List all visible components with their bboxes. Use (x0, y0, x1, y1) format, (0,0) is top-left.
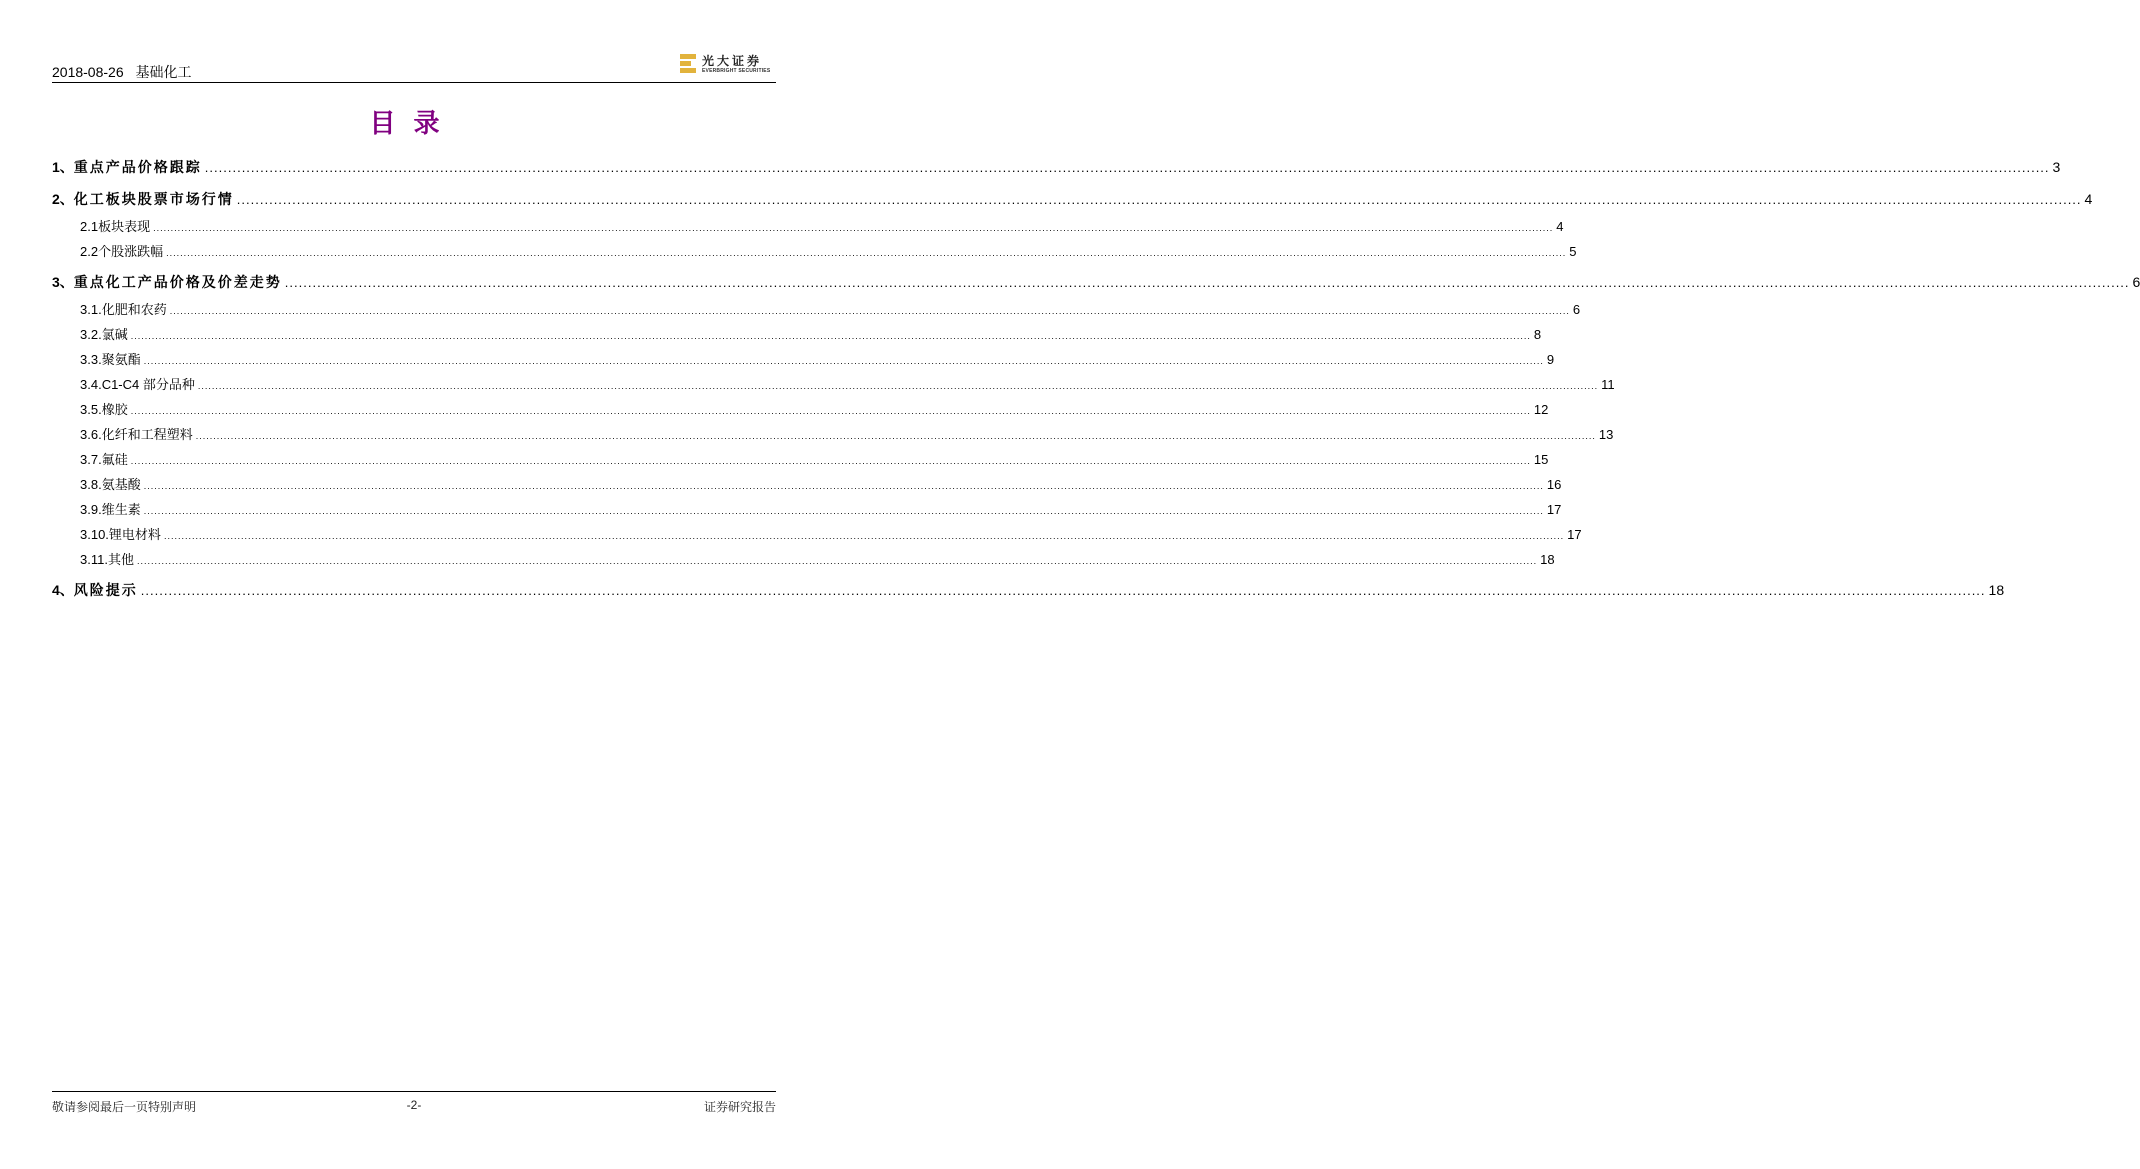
toc-entry-page: 6 (1572, 302, 1581, 317)
toc-entry-page: 3 (2052, 159, 2061, 175)
footer-disclaimer: 敬请参阅最后一页特别声明 (52, 1100, 197, 1114)
toc-entry-number: 4、 (52, 582, 74, 598)
toc-entry[interactable] (52, 157, 2061, 177)
toc-leader-dots: ................................................................................................................................................................................................................................................................................................................................................................................................................ (153, 223, 1554, 233)
toc-entry-label: 重点产品价格跟踪 (73, 159, 202, 175)
industry-name: 基础化工 (135, 64, 192, 80)
logo-english-text: EVERBRIGHT SECURITIES (702, 68, 771, 74)
toc-entry-page: 18 (1540, 552, 1555, 567)
toc-entry-page: 4 (1556, 219, 1564, 234)
toc-leader-dots: ................................................................................................................................................................................................................................................................................................................................................................................................................ (195, 431, 1596, 441)
toc-entry-page: 8 (1533, 327, 1542, 342)
toc-entry-page: 11 (1601, 377, 1615, 392)
toc-entry[interactable] (52, 299, 1581, 318)
toc-entry[interactable] (52, 449, 1549, 468)
toc-entry[interactable] (52, 424, 1614, 443)
toc-entry-label: 重点化工产品价格及价差走势 (73, 274, 282, 290)
toc-entry[interactable] (52, 374, 1615, 393)
toc-entry-number: 3.4. (80, 377, 102, 392)
toc-entry[interactable] (52, 474, 1562, 493)
toc-entry-page: 17 (1546, 502, 1562, 517)
toc-leader-dots: ................................................................................................................................................................................................................................................................................................................................................................................................................ (236, 192, 2082, 207)
toc-entry-number: 3.11. (80, 552, 108, 567)
toc-leader-dots: ................................................................................................................................................................................................................................................................................................................................................................................................................ (143, 356, 1544, 366)
toc-entry-number: 3.1. (80, 302, 102, 317)
toc-entry-label: 板块表现 (98, 219, 151, 234)
toc-entry-page: 6 (2132, 274, 2140, 290)
toc-leader-dots: ................................................................................................................................................................................................................................................................................................................................................................................................................ (163, 531, 1565, 541)
page-footer (52, 1091, 776, 1118)
toc-leader-dots: ................................................................................................................................................................................................................................................................................................................................................................................................................ (166, 248, 1567, 258)
report-date: 2018-08-26 (52, 64, 124, 80)
toc-entry[interactable] (52, 324, 1542, 343)
toc-title: 目录 (369, 109, 458, 139)
toc-entry[interactable] (52, 189, 2093, 209)
toc-entry-number: 3、 (52, 274, 74, 290)
toc-entry-label: 氯碱 (101, 327, 128, 342)
toc-entry[interactable] (52, 241, 1577, 260)
toc-entry-number: 1、 (52, 159, 74, 175)
toc-leader-dots: ................................................................................................................................................................................................................................................................................................................................................................................................................ (130, 456, 1531, 466)
toc-entry[interactable] (52, 499, 1562, 518)
page-header (52, 52, 776, 83)
toc-entry-page: 18 (1988, 582, 2005, 598)
toc-entry-label: 聚氨酯 (101, 352, 141, 367)
toc-entry-label: 个股涨跌幅 (98, 244, 164, 259)
toc-leader-dots: ................................................................................................................................................................................................................................................................................................................................................................................................................ (130, 331, 1531, 341)
toc-entry-number: 3.10. (80, 527, 109, 542)
page-number: -2- (406, 1098, 422, 1112)
toc-entry-label: 锂电材料 (108, 527, 161, 542)
toc-entry-number: 3.9. (80, 502, 102, 517)
toc-entry-number: 2.2 (80, 244, 99, 259)
toc-entry-page: 13 (1598, 427, 1614, 442)
toc-leader-dots: ................................................................................................................................................................................................................................................................................................................................................................................................................ (169, 306, 1570, 316)
toc-entry[interactable] (52, 216, 1564, 235)
toc-leader-dots: ................................................................................................................................................................................................................................................................................................................................................................................................................ (140, 583, 1986, 598)
toc-entry-page: 5 (1569, 244, 1577, 259)
logo-mark-icon (680, 54, 696, 74)
toc-entry-page: 9 (1546, 352, 1555, 367)
toc-entry-number: 3.6. (80, 427, 102, 442)
toc-leader-dots: ................................................................................................................................................................................................................................................................................................................................................................................................................ (136, 556, 1538, 566)
toc-entry[interactable] (52, 349, 1555, 368)
toc-entry-page: 16 (1546, 477, 1562, 492)
footer-report-type: 证券研究报告 (703, 1100, 776, 1114)
toc-entry-number: 3.5. (80, 402, 102, 417)
toc-entry[interactable] (52, 549, 1555, 568)
toc-entry-label: 风险提示 (73, 582, 138, 598)
toc-entry-label: 其他 (107, 552, 134, 567)
toc-entry-label: 化肥和农药 (101, 302, 167, 317)
toc-entry[interactable] (52, 524, 1582, 543)
toc-entry-page: 17 (1567, 527, 1582, 542)
toc-entry-page: 4 (2084, 191, 2093, 207)
toc-leader-dots: ................................................................................................................................................................................................................................................................................................................................................................................................................ (130, 406, 1531, 416)
toc-entry[interactable] (52, 580, 2005, 600)
toc-entry-label: 橡胶 (101, 402, 128, 417)
company-logo (680, 52, 776, 78)
toc-entry[interactable] (52, 272, 2140, 292)
toc-entry-label: C1-C4 部分品种 (101, 377, 195, 392)
toc-entry-label: 维生素 (101, 502, 141, 517)
toc-entry-label: 氨基酸 (101, 477, 141, 492)
toc-entry-label: 化纤和工程塑料 (101, 427, 193, 442)
toc-entry-label: 化工板块股票市场行情 (73, 191, 234, 207)
toc-entry-page: 12 (1533, 402, 1549, 417)
toc-entry-page: 15 (1533, 452, 1549, 467)
toc-entry-number: 2、 (52, 191, 74, 207)
toc-leader-dots: ................................................................................................................................................................................................................................................................................................................................................................................................................ (204, 160, 2050, 175)
toc-entry-label: 氟硅 (101, 452, 128, 467)
toc-leader-dots: ................................................................................................................................................................................................................................................................................................................................................................................................................ (143, 481, 1544, 491)
toc-leader-dots: ................................................................................................................................................................................................................................................................................................................................................................................................................ (197, 381, 1599, 391)
toc-leader-dots: ................................................................................................................................................................................................................................................................................................................................................................................................................ (284, 275, 2130, 290)
toc-entry[interactable] (52, 399, 1549, 418)
toc-entry-number: 3.3. (80, 352, 102, 367)
header-meta (52, 62, 200, 82)
toc-entry-number: 3.7. (80, 452, 102, 467)
toc-entry-number: 3.2. (80, 327, 102, 342)
toc-entry-number: 3.8. (80, 477, 102, 492)
toc-leader-dots: ................................................................................................................................................................................................................................................................................................................................................................................................................ (143, 506, 1544, 516)
toc-entry-number: 2.1 (80, 219, 99, 234)
logo-chinese-text: 光大证券 (702, 54, 763, 68)
